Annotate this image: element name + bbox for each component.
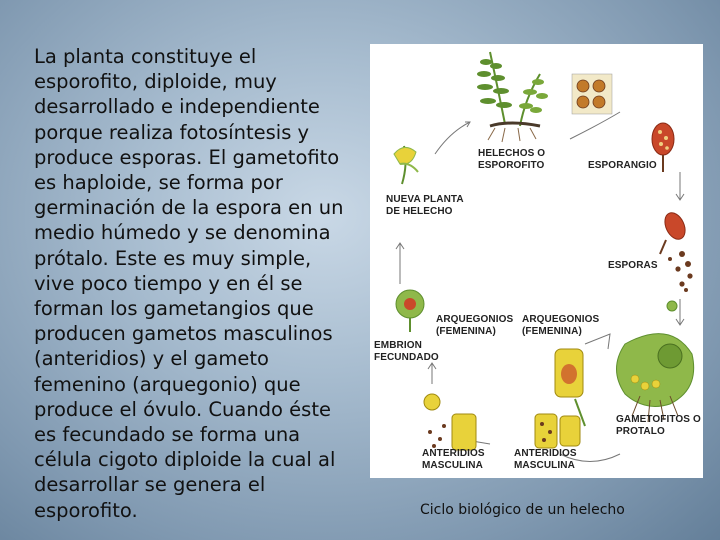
label-embrion: EMBRION FECUNDADO (374, 340, 439, 363)
label-esporangio: ESPORANGIO (588, 160, 657, 171)
arrow-fern-to-sporangium (570, 112, 620, 139)
label-anteridios-1: ANTERIDIOS MASCULINA (422, 448, 485, 471)
label-anteridios-2: ANTERIDIOS MASCULINA (514, 448, 577, 471)
spores (660, 210, 693, 311)
label-arquegonios-2: ARQUEGONIOS (FEMENINA) (522, 314, 600, 337)
fertilized-embryo (396, 290, 424, 332)
fern-life-cycle-diagram (370, 44, 703, 478)
new-fern-plant (394, 146, 418, 184)
label-arquegonios-1: ARQUEGONIOS (FEMENINA) (436, 314, 514, 337)
figure-caption: Ciclo biológico de un helecho (420, 502, 625, 518)
antheridia (424, 394, 580, 450)
label-gametofitos: GAMETOFITOS O PROTALO (616, 414, 701, 437)
label-helechos: HELECHOS O ESPOROFITO (478, 148, 546, 171)
label-esporas: ESPORAS (608, 260, 658, 271)
archegonia (555, 334, 610, 426)
fern-sporophyte (477, 52, 612, 142)
arrow-new-plant-to-fern (435, 122, 470, 154)
gametophyte-prothallus (617, 334, 694, 422)
body-text: La planta constituye el esporofito, diploide, muy desarrollado e independiente porque realiza fotosíntesis y produce esporas. El gametofito es haploide, se forma por germinación de la espora en un medio húmedo y se denomina prótalo. Este es muy simple, vive poco tiempo y en él se forman los gametangios que producen gametos masculinos (anteridios) y el gameto femenino (arquegonio) que produce el óvulo. Cuando éste es fecundado se forma una célula cigoto diploide la cual al desarrollar se genera el esporofito. (34, 45, 344, 522)
label-nueva-planta: NUEVA PLANTA DE HELECHO (386, 194, 464, 217)
